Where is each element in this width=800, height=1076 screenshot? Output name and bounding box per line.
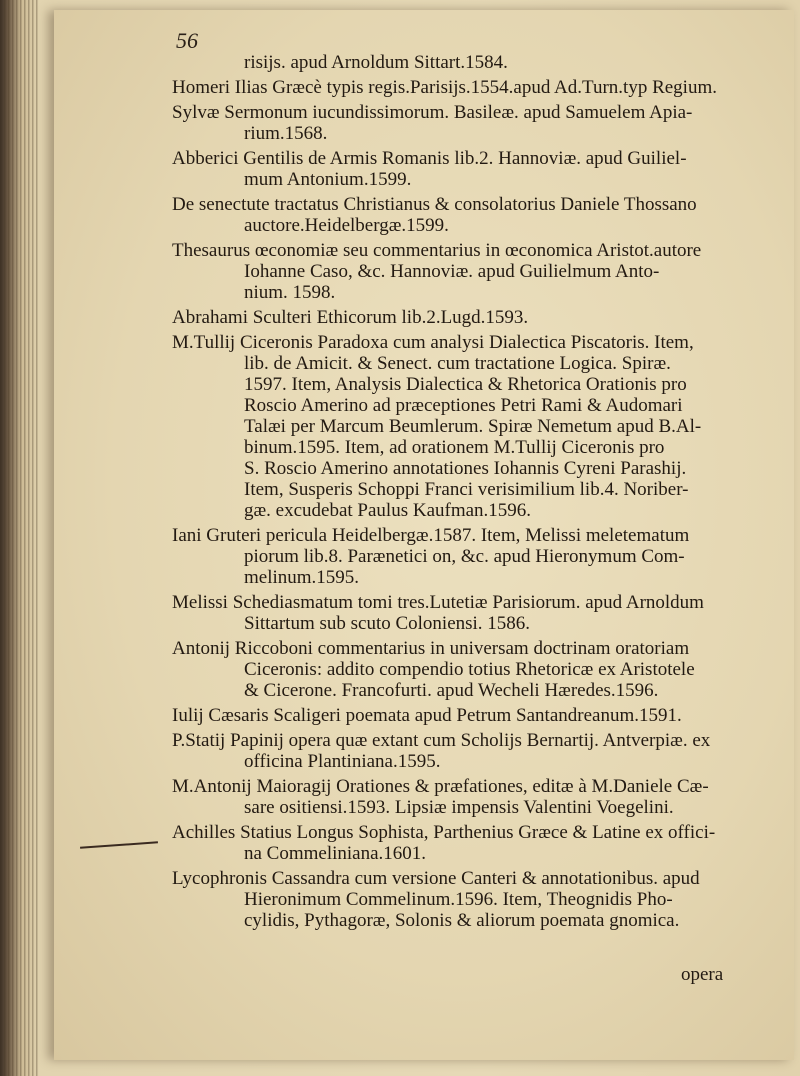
entry-continuation-line: Item, Susperis Schoppi Franci verisimilium lib.4. Noriber-: [244, 479, 689, 500]
bibliography-entry: [172, 332, 748, 521]
entry-continuation-line: lib. de Amicit. & Senect. cum tractatione Logica. Spiræ.: [244, 353, 671, 374]
entry-continuation-line: sare ositiensi.1593. Lipsiæ impensis Valentini Voegelini.: [244, 797, 674, 818]
bibliography-list: [172, 52, 748, 935]
entry-first-line: Abberici Gentilis de Armis Romanis lib.2. Hannoviæ. apud Guiliel-: [172, 148, 687, 169]
entry-continuation-line: Iohanne Caso, &c. Hannoviæ. apud Guilielmum Anto-: [244, 261, 660, 282]
entry-continuation-line: officina Plantiniana.1595.: [244, 751, 441, 772]
bibliography-entry: [172, 868, 748, 931]
entry-continuation-line: nium. 1598.: [244, 282, 336, 303]
entry-first-line: Sylvæ Sermonum iucundissimorum. Basileæ. apud Samuelem Apia-: [172, 102, 693, 123]
entry-continuation-line: S. Roscio Amerino annotationes Iohannis Cyreni Parashij.: [244, 458, 687, 479]
entry-continuation-line: auctore.Heidelbergæ.1599.: [244, 215, 449, 236]
entry-first-line: M.Antonij Maioragij Orationes & præfationes, editæ à M.Daniele Cæ-: [172, 776, 709, 797]
entry-continuation-line: 1597. Item, Analysis Dialectica & Rhetorica Orationis pro: [244, 374, 687, 395]
entry-continuation-line: mum Antonium.1599.: [244, 169, 412, 190]
bibliography-entry: [172, 240, 748, 303]
entry-continuation-line: cylidis, Pythagoræ, Solonis & aliorum poemata gnomica.: [244, 910, 680, 931]
entry-continuation-line: & Cicerone. Francofurti. apud Wecheli Hæredes.1596.: [244, 680, 659, 701]
bibliography-entry: [172, 307, 748, 328]
entry-continuation-line: rium.1568.: [244, 123, 328, 144]
bibliography-entry: [172, 148, 748, 190]
entry-continuation-line: gæ. excudebat Paulus Kaufman.1596.: [244, 500, 532, 521]
entry-first-line: Antonij Riccoboni commentarius in universam doctrinam oratoriam: [172, 638, 690, 659]
entry-continuation-line: Hieronimum Commelinum.1596. Item, Theognidis Pho-: [244, 889, 673, 910]
entry-continuation-line: Sittartum sub scuto Coloniensi. 1586.: [244, 613, 531, 634]
entry-first-line: Melissi Schediasmatum tomi tres.Lutetiæ Parisiorum. apud Arnoldum: [172, 592, 704, 613]
entry-first-line: Homeri Ilias Græcè typis regis.Parisijs.1554.apud Ad.Turn.typ Regium.: [172, 77, 717, 98]
entry-continuation-line: melinum.1595.: [244, 567, 360, 588]
entry-first-line: Thesaurus œconomiæ seu commentarius in œconomica Aristot.autore: [172, 240, 702, 261]
bibliography-entry: [172, 52, 748, 73]
bibliography-entry: [172, 525, 748, 588]
bibliography-entry: [172, 194, 748, 236]
entry-continuation-line: Ciceronis: addito compendio totius Rhetoricæ ex Aristotele: [244, 659, 695, 680]
page-number: 56: [176, 28, 198, 53]
entry-continuation-line: piorum lib.8. Parænetici on, &c. apud Hieronymum Com-: [244, 546, 685, 567]
bibliography-entry: [172, 730, 748, 772]
entry-continuation-line: risijs. apud Arnoldum Sittart.1584.: [244, 52, 508, 73]
entry-continuation-line: na Commeliniana.1601.: [244, 843, 427, 864]
bibliography-entry: [172, 102, 748, 144]
entry-continuation-line: Talæi per Marcum Beumlerum. Spiræ Nemetum apud B.Al-: [244, 416, 702, 437]
bibliography-entry: [172, 77, 748, 98]
entry-first-line: Lycophronis Cassandra cum versione Canteri & annotationibus. apud: [172, 868, 700, 889]
entry-first-line: De senectute tractatus Christianus & consolatorius Daniele Thossano: [172, 194, 697, 215]
entry-first-line: M.Tullij Ciceronis Paradoxa cum analysi Dialectica Piscatoris. Item,: [172, 332, 694, 353]
entry-first-line: Iulij Cæsaris Scaligeri poemata apud Petrum Santandreanum.1591.: [172, 705, 682, 726]
entry-first-line: Iani Gruteri pericula Heidelbergæ.1587. Item, Melissi meletematum: [172, 525, 690, 546]
catchword: opera: [681, 964, 724, 985]
entry-continuation-line: binum.1595. Item, ad orationem M.Tullij Ciceronis pro: [244, 437, 665, 458]
bibliography-entry: [172, 638, 748, 701]
entry-first-line: P.Statij Papinij opera quæ extant cum Scholijs Bernartij. Antverpiæ. ex: [172, 730, 711, 751]
bibliography-entry: [172, 592, 748, 634]
page-edges: [0, 0, 40, 1076]
entry-first-line: Abrahami Sculteri Ethicorum lib.2.Lugd.1593.: [172, 307, 529, 328]
bibliography-entry: [172, 776, 748, 818]
entry-continuation-line: Roscio Amerino ad præceptiones Petri Rami & Audomari: [244, 395, 683, 416]
entry-first-line: Achilles Statius Longus Sophista, Parthenius Græce & Latine ex offici-: [172, 822, 716, 843]
bibliography-entry: [172, 705, 748, 726]
bibliography-entry: [172, 822, 748, 864]
